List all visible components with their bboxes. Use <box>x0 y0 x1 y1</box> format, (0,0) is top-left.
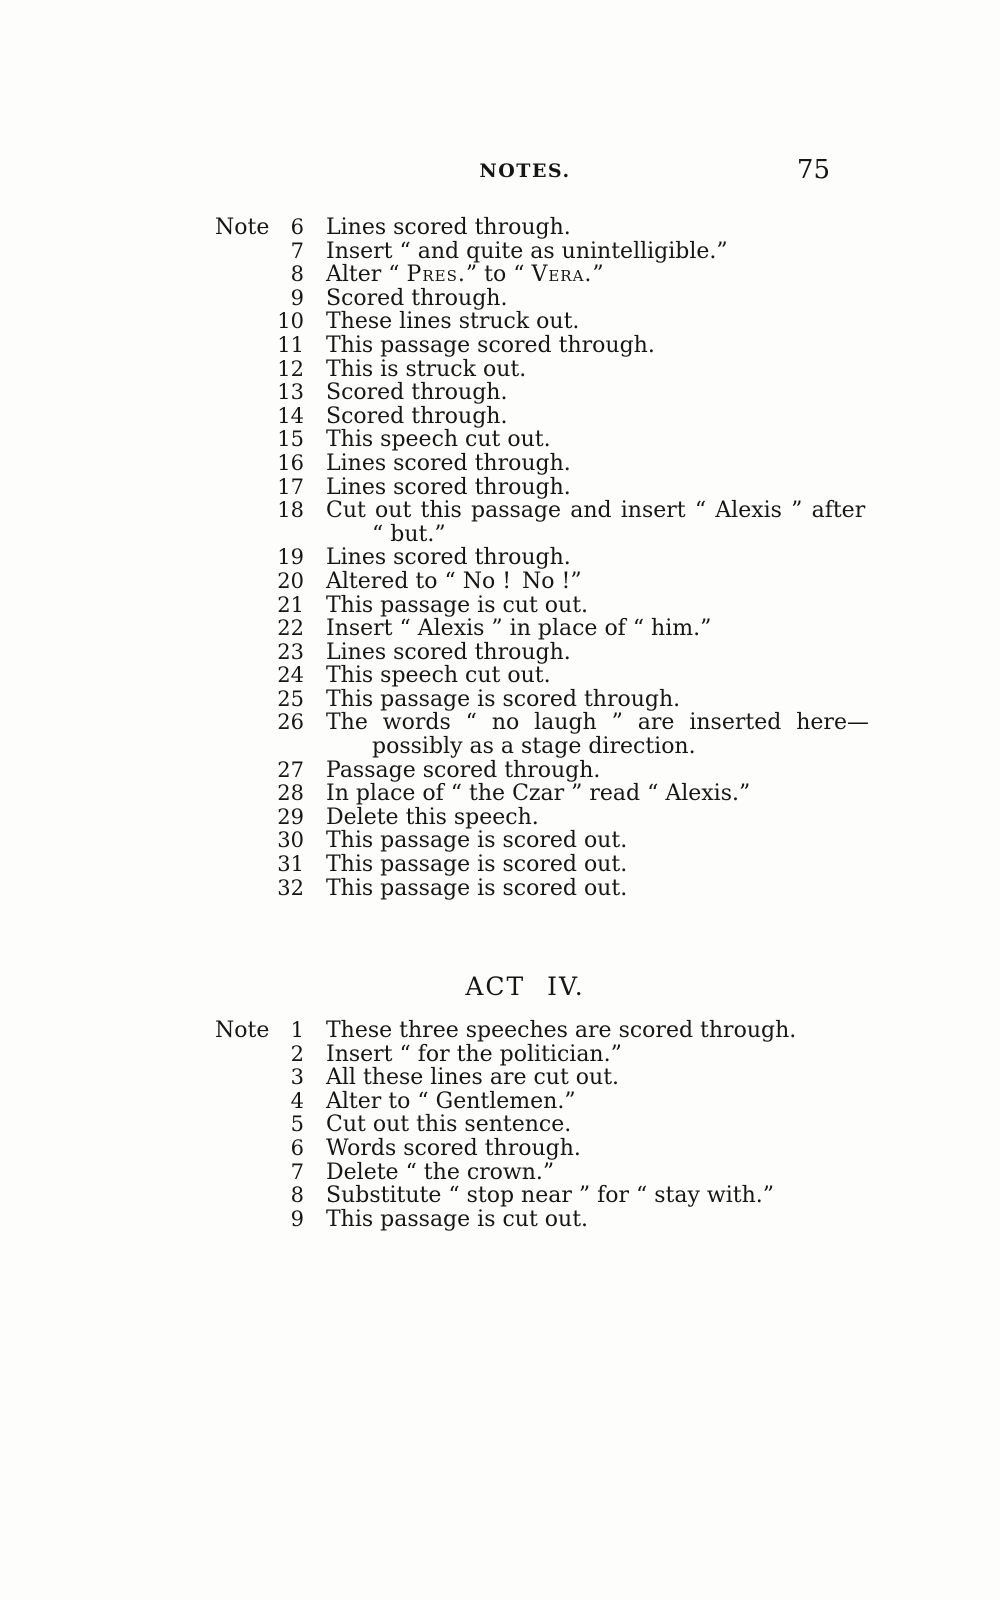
note-text: This passage scored through. <box>326 332 655 358</box>
note-row <box>215 806 831 830</box>
note-row <box>215 381 831 405</box>
note-number: 8 <box>290 262 304 287</box>
note-row <box>215 1043 831 1067</box>
note-text-line1: The words “ no laugh ” are inserted here— <box>326 710 869 736</box>
note-text: Passage scored through. <box>326 757 601 783</box>
note-number: 7 <box>290 238 304 263</box>
note-text-smallcaps: Pres. <box>406 262 466 288</box>
note-number: 6 <box>290 215 304 239</box>
note-text: This speech cut out. <box>326 663 551 689</box>
note-row <box>215 1066 831 1090</box>
note-text: Altered to “ No ! No !” <box>326 568 582 594</box>
note-row <box>215 1019 831 1043</box>
note-row <box>215 1137 831 1161</box>
note-text: This is struck out. <box>326 356 527 382</box>
note-text: Lines scored through. <box>326 474 571 500</box>
note-number: 21 <box>277 592 304 617</box>
note-text: Alter to “ Gentlemen.” <box>326 1088 576 1114</box>
note-text <box>326 498 866 547</box>
note-number: 31 <box>277 852 304 877</box>
note-row <box>215 664 831 688</box>
note-number: 2 <box>290 1041 304 1066</box>
note-label: Note <box>215 1018 270 1043</box>
note-number: 29 <box>277 804 304 829</box>
note-number: 18 <box>277 498 304 523</box>
note-row <box>215 710 869 760</box>
note-number: 9 <box>290 285 304 310</box>
note-number: 30 <box>277 828 304 853</box>
note-row <box>215 1113 831 1137</box>
note-text: Lines scored through. <box>326 450 571 476</box>
note-text: This passage is scored out. <box>326 875 628 901</box>
note-number: 13 <box>277 380 304 405</box>
note-text <box>326 263 824 287</box>
note-row <box>215 216 831 240</box>
note-number: 20 <box>277 568 304 593</box>
note-text: This passage is scored through. <box>326 686 681 712</box>
notes-section-act4 <box>215 1019 831 1231</box>
note-number: 1 <box>290 1018 304 1042</box>
note-number: 25 <box>277 686 304 711</box>
note-text: Words scored through. <box>326 1135 581 1161</box>
note-row <box>215 358 831 382</box>
note-text: Cut out this sentence. <box>326 1112 572 1138</box>
note-row <box>215 853 831 877</box>
note-number: 12 <box>277 356 304 381</box>
note-text-smallcaps: Vera. <box>531 262 593 288</box>
note-row <box>215 1090 831 1114</box>
note-row <box>215 240 831 264</box>
note-text-line2: possibly as a stage direction. <box>372 734 696 760</box>
note-row <box>215 476 831 500</box>
note-number: 6 <box>290 1135 304 1160</box>
note-label: Note <box>215 215 270 240</box>
note-number: 4 <box>290 1088 304 1113</box>
note-text: Insert “ for the politician.” <box>326 1041 622 1067</box>
note-row <box>215 782 831 806</box>
note-text: This passage is scored out. <box>326 852 628 878</box>
note-number: 23 <box>277 639 304 664</box>
note-text: In place of “ the Czar ” read “ Alexis.” <box>326 781 751 807</box>
note-text-part: Alter “ <box>326 262 407 288</box>
note-row <box>215 263 831 287</box>
notes-section-act3 <box>215 215 869 901</box>
note-number: 32 <box>277 875 304 900</box>
note-text: Lines scored through. <box>326 215 571 240</box>
note-number: 5 <box>290 1112 304 1137</box>
note-text-part: ” <box>592 262 604 288</box>
note-number: 27 <box>277 757 304 782</box>
note-row <box>215 334 831 358</box>
note-number: 17 <box>277 474 304 499</box>
note-number: 26 <box>277 710 304 735</box>
note-row <box>215 287 831 311</box>
note-row <box>215 1208 831 1232</box>
note-row <box>215 617 831 641</box>
note-row <box>215 594 831 618</box>
note-number: 24 <box>277 663 304 688</box>
page-number: 75 <box>796 155 830 185</box>
note-text: These three speeches are scored through. <box>326 1018 797 1043</box>
note-number: 8 <box>290 1183 304 1208</box>
note-text: Lines scored through. <box>326 639 571 665</box>
note-number: 14 <box>277 403 304 428</box>
note-number: 3 <box>290 1065 304 1090</box>
section-heading-act-iv: ACT IV. <box>465 972 585 1001</box>
note-text <box>326 710 869 760</box>
note-text: Scored through. <box>326 380 508 406</box>
note-number: 9 <box>290 1206 304 1231</box>
note-text: Scored through. <box>326 285 508 311</box>
note-row <box>215 570 831 594</box>
note-number: 16 <box>277 450 304 475</box>
note-text: This passage is cut out. <box>326 592 589 618</box>
note-row <box>215 759 831 783</box>
note-row <box>215 641 831 665</box>
note-number: 22 <box>277 616 304 641</box>
note-text: All these lines are cut out. <box>326 1065 620 1091</box>
note-text: Delete this speech. <box>326 804 539 830</box>
note-number: 15 <box>277 427 304 452</box>
note-row <box>215 829 831 853</box>
note-text: Substitute “ stop near ” for “ stay with.” <box>326 1183 775 1209</box>
note-text: Delete “ the crown.” <box>326 1159 555 1185</box>
note-text: Insert “ Alexis ” in place of “ him.” <box>326 616 712 642</box>
note-row <box>215 877 831 901</box>
note-text-line1: Cut out this passage and insert “ Alexis ” after <box>326 498 866 524</box>
note-row <box>215 688 831 712</box>
note-number: 11 <box>277 332 304 357</box>
note-row <box>215 498 866 547</box>
note-row <box>215 405 831 429</box>
note-row <box>215 546 831 570</box>
note-text: Lines scored through. <box>326 545 571 571</box>
note-row <box>215 428 831 452</box>
note-text: Scored through. <box>326 403 508 429</box>
note-row <box>215 452 831 476</box>
note-row <box>215 310 831 334</box>
note-text-line2: “ but.” <box>372 521 446 547</box>
note-text: This passage is cut out. <box>326 1206 589 1232</box>
note-text: This speech cut out. <box>326 427 551 453</box>
note-row <box>215 1161 831 1185</box>
page-header-title: NOTES. <box>479 160 571 182</box>
note-number: 10 <box>277 309 304 334</box>
note-number: 19 <box>277 545 304 570</box>
note-number: 7 <box>290 1159 304 1184</box>
note-number: 28 <box>277 781 304 806</box>
note-text: These lines struck out. <box>326 309 580 335</box>
note-text: This passage is scored out. <box>326 828 628 854</box>
note-text-part: ” to “ <box>465 262 532 288</box>
note-row <box>215 1184 831 1208</box>
note-text: Insert “ and quite as unintelligible.” <box>326 238 728 264</box>
